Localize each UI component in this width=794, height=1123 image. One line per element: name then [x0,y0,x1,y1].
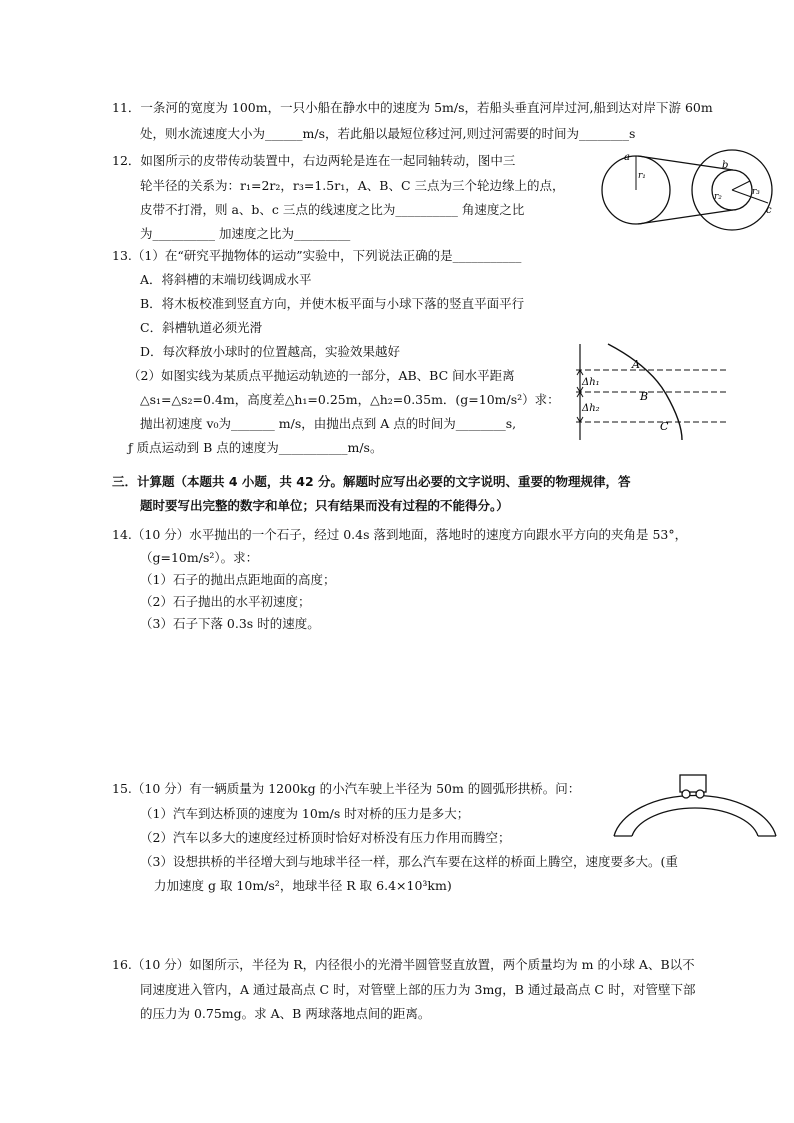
q12-line-2: 轮半径的关系为：r₁=2r₂，r₃=1.5r₁，A、B、C 三点为三个轮边缘上的点， [140,178,565,193]
q13-part2-line-1: （2）如图实线为某质点平抛运动轨迹的一部分，AB、BC 间水平距离 [128,368,515,383]
q15-sub-2: （2）汽车以多大的速度经过桥顶时恰好对桥没有压力作用而腾空； [140,830,511,845]
car-body [680,775,706,792]
car-wheel-right [696,790,704,798]
label-r1: r₁ [638,171,646,181]
label-C: C [660,420,669,433]
projectile-trajectory-figure [568,340,728,444]
q14-line-2: （g=10m/s²）。求： [140,550,259,565]
q15-sub-1: （1）汽车到达桥顶的速度为 10m/s 时对桥的压力是多大； [140,806,470,821]
q13-part2-line-4: ƒ 质点运动到 B 点的速度为___________m/s。 [128,440,383,455]
q14-sub-1: （1）石子的抛出点距地面的高度； [140,572,336,587]
label-c: c [766,205,772,216]
label-a: a [624,152,630,163]
section3-heading-line-1: 三．计算题（本题共 4 小题，共 42 分。解题时应写出必要的文字说明、重要的物理规律，答 [112,474,631,489]
label-b: b [722,160,729,171]
q13-option-b: B．将木板校准到竖直方向，并使木板平面与小球下落的竖直平面平行 [140,296,525,311]
q16-line-3: 的压力为 0.75mg。求 A、B 两球落地点间的距离。 [140,1006,431,1021]
q15-sub-3-line-1: （3）设想拱桥的半径增大到与地球半径一样，那么汽车要在这样的桥面上腾空，速度要多大。(重 [140,854,678,869]
q16-line-1: 16.（10 分）如图所示，半径为 R，内径很小的光滑半圆管竖直放置，两个质量均为 m 的小球 A、B以不 [112,957,695,972]
q12-line-4: 为__________ 加速度之比为_________ [140,226,351,241]
q13-line-1: 13.（1）在“研究平抛物体的运动”实验中，下列说法正确的是___________ [112,248,522,263]
q14-sub-2: （2）石子抛出的水平初速度； [140,594,311,609]
radius-r3 [732,190,768,203]
q13-option-d: D．每次释放小球时的位置越高，实验效果越好 [140,344,401,359]
q13-option-c: C．斜槽轨道必须光滑 [140,320,263,335]
label-delta-h2: Δh₂ [582,403,600,414]
label-B: B [640,390,649,403]
q13-part2-line-3: 抛出初速度 v₀为_______ m/s，由抛出点到 A 点的时间为________s, [140,416,517,431]
q13-option-a: A．将斜槽的末端切线调成水平 [140,272,312,287]
q12-line-1: 12．如图所示的皮带传动装置中，右边两轮是连在一起同轴转动，图中三 [112,153,516,168]
q15-line-1: 15.（10 分）有一辆质量为 1200kg 的小汽车驶上半径为 50m 的圆弧形拱桥。问： [112,781,581,796]
q16-line-2: 同速度进入管内，A 通过最高点 C 时，对管壁上部的压力为 3mg，B 通过最高点 C 时，对管壁下部 [140,982,696,997]
radius-r2 [732,181,750,190]
q12-line-3: 皮带不打滑，则 a、b、c 三点的线速度之比为__________ 角速度之比 [140,202,525,217]
arch-bridge-figure [610,772,780,842]
q15-sub-3-line-2: 力加速度 g 取 10m/s²，地球半径 R 取 6.4×10³km) [154,878,452,893]
bridge-inner-arc [632,808,758,836]
q13-part2-line-2: △s₁=△s₂=0.4m，高度差△h₁=0.25m，△h₂=0.35m．(g=10m/s²）求： [140,392,560,407]
q11-line-2: 处，则水流速度大小为______m/s，若此船以最短位移过河,则过河需要的时间为________s [140,126,636,141]
car-wheel-left [682,790,690,798]
label-r2: r₂ [714,192,722,202]
section3-heading-line-2: 题时要写出完整的数字和单位；只有结果而没有过程的不能得分。） [140,498,509,513]
belt-bottom [638,210,733,224]
belt-pulley-figure [600,150,782,230]
bridge-outer-arc [614,795,776,836]
label-r3: r₃ [752,187,760,197]
belt-top [638,156,733,170]
label-delta-h1: Δh₁ [582,377,600,388]
label-A: A [632,358,640,371]
q14-sub-3: （3）石子下落 0.3s 时的速度。 [140,616,320,631]
q14-line-1: 14.（10 分）水平抛出的一个石子，经过 0.4s 落到地面，落地时的速度方向跟水平方向的夹角是 53°， [112,527,688,542]
q11-line-1: 11．一条河的宽度为 100m，一只小船在静水中的速度为 5m/s，若船头垂直河岸过河,船到达对岸下游 60m [112,100,713,115]
